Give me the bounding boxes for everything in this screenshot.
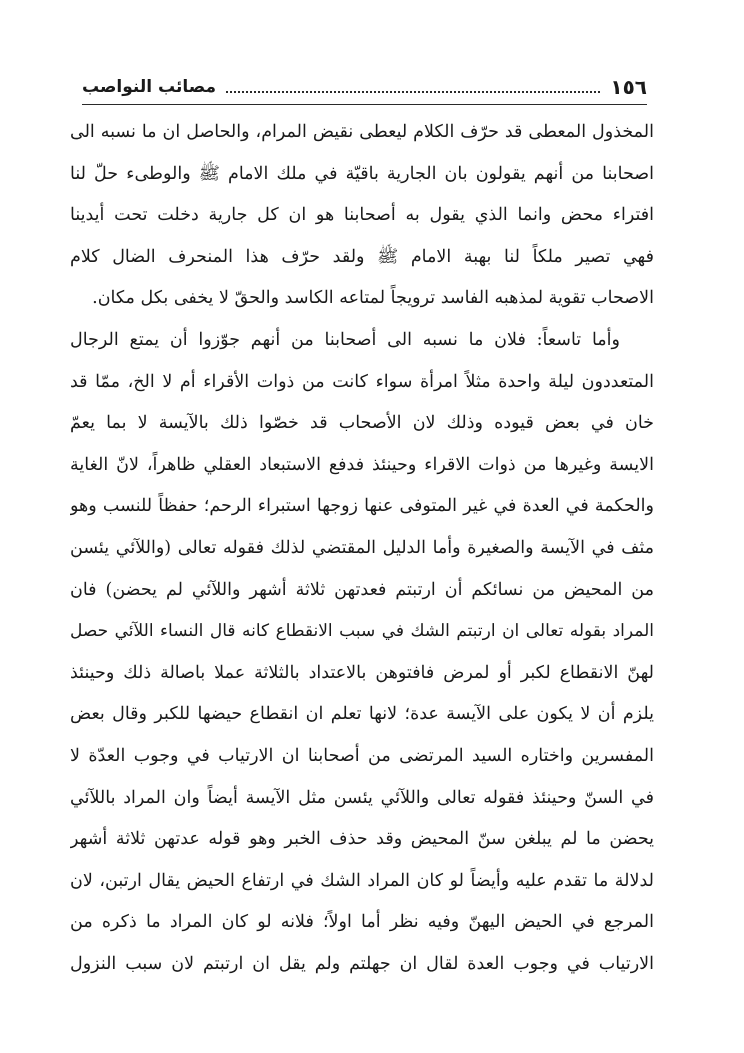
text-line: افتراء محض وانما الذي يقول به أصحابنا هو ان كل جارية دخلت تحت أيدينا: [70, 205, 654, 226]
text-line: والحكمة في العدة في غير المتوفى عنها زوجها استبراء الرحم؛ حفظاً للنسب وهو: [70, 496, 654, 517]
text-line: لدلالة ما تقدم عليه وأيضاً لو كان المراد الشك في ارتفاع الحيض يقال ارتبن، لان: [70, 870, 654, 891]
page-number: ١٥٦: [610, 75, 647, 99]
running-title: مصائب النواصب: [82, 77, 217, 97]
text-line: يحضن ما لم يبلغن سنّ المحيض وقد حذف الخبر وهو قوله عدتهن ثلاثة أشهر: [70, 829, 654, 850]
text-line: وأما تاسعاً: فلان ما نسبه الى أصحابنا من أنهم جوّزوا أن يمتع الرجال: [70, 329, 620, 350]
text-line: فهي تصير ملكاً لنا بهبة الامام ﷺ ولقد حرّف هذا المنحرف الضال كلام: [70, 246, 654, 267]
text-line: في السنّ وحينئذ فقوله تعالى واللآئي يئسن مثل الآيسة أيضاً وان المراد باللآئي: [70, 787, 654, 808]
text-line: اصحابنا من أنهم يقولون بان الجارية باقيّة في ملك الامام ﷺ والوطىء حلّ لنا: [70, 163, 654, 184]
text-line: لهنّ الانقطاع لكبر أو لمرض فافتوهن بالاعتداد بالثلاثة عملا باصالة ذلك وحينئذ: [70, 662, 654, 683]
text-line: الايسة وغيرها من ذوات الاقراء وحينئذ فدفع الاستبعاد العقلي ظاهراً، لانّ الغاية: [70, 454, 654, 475]
text-line: يلزم أن لا يكون على الآيسة عدة؛ لانها تعلم ان انقطاع حيضها للكبر وقال بعض: [70, 704, 654, 725]
text-line: مثف في الآيسة والصغيرة وأما الدليل المقتضي لذلك فقوله تعالى (واللآئي يئسن: [70, 537, 654, 558]
body-text: [70, 112, 654, 985]
page-header: [82, 70, 647, 105]
text-line: الارتياب في وجوب العدة لقال ان جهلتم ولم يقل ان ارتبتم لان سبب النزول: [70, 953, 654, 974]
text-line: المراد بقوله تعالى ان ارتبتم الشك في سبب الانقطاع كانه قال النساء اللآئي حصل: [70, 621, 654, 642]
dotted-leader: [226, 91, 600, 93]
text-line: المفسرين واختاره السيد المرتضى من أصحابنا ان الارتياب في وجوب العدّة لا: [70, 745, 654, 766]
text-line: المرجع في الحيض اليهنّ وفيه نظر أما اولاً؛ فلانه لو كان المراد ما ذكره من: [70, 912, 654, 933]
text-line: من المحيض من نسائكم أن ارتبتم فعدتهن ثلاثة أشهر واللآئي لم يحضن) فان: [70, 579, 654, 600]
text-line: المخذول المعطى قد حرّف الكلام ليعطى نقيض المرام، والحاصل ان ما نسبه الى: [70, 122, 654, 142]
text-line: المتعددون ليلة واحدة مثلاً امرأة سواء كانت من ذوات الأقراء أم لا الخ، ممّا قد: [70, 371, 654, 392]
text-line: خان في بعض قيوده وذلك لان الأصحاب قد خصّوا ذلك بالآيسة لا بما يعمّ: [70, 413, 654, 434]
text-line: الاصحاب تقوية لمذهبه الفاسد ترويجاً لمتاعه الكاسد والحقّ لا يخفى بكل مكان.: [92, 288, 654, 309]
